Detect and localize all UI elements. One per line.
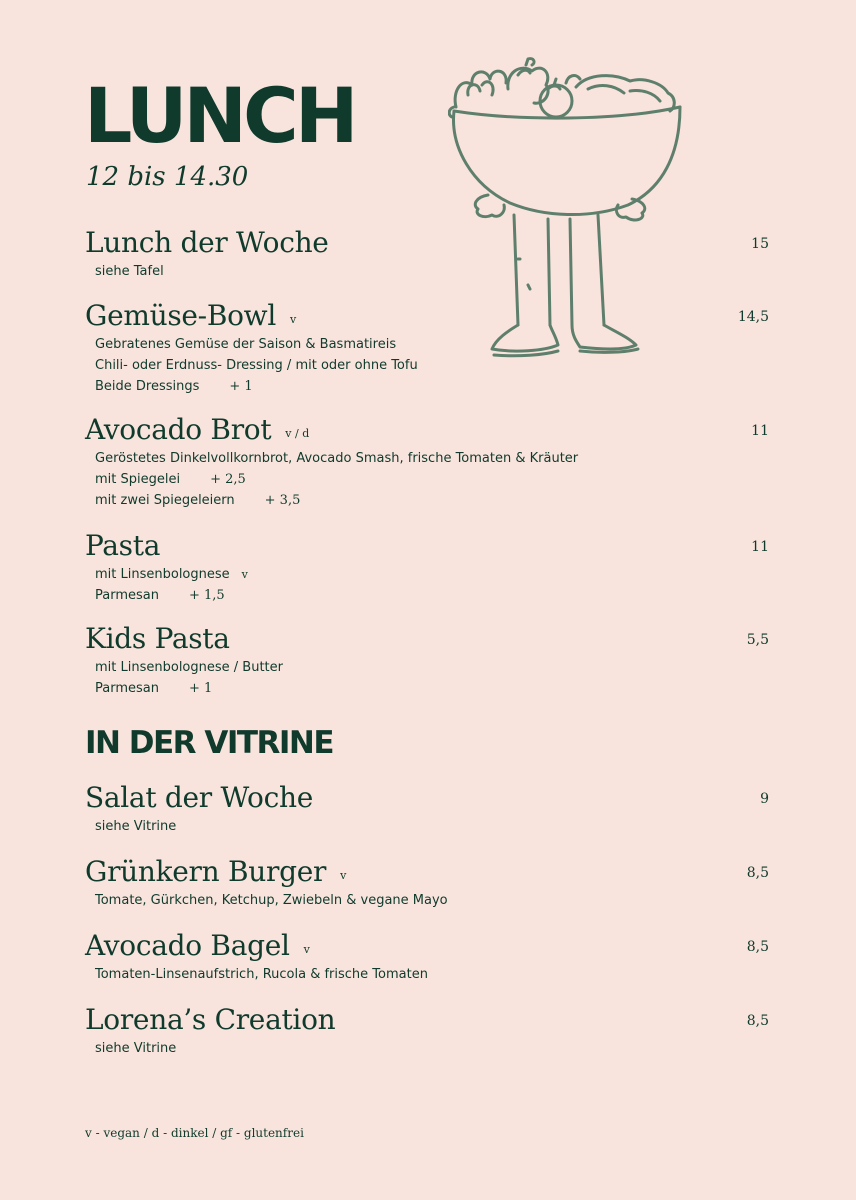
menu-item-diet-tag: v	[303, 943, 310, 956]
menu-item-description-text: Parmesan	[95, 588, 159, 603]
menu-item-name: Kids Pasta	[85, 622, 230, 655]
menu-item-details	[85, 334, 775, 397]
menu-item-diet-tag: v	[289, 313, 297, 326]
menu-item-description	[95, 678, 775, 699]
menu-item-description	[95, 355, 775, 376]
menu-item-details	[85, 657, 775, 699]
vitrine-section-title: IN DER VITRINE	[85, 725, 334, 761]
lunch-hours: 12 bis 14.30	[86, 162, 249, 192]
menu-item-header	[85, 622, 775, 656]
menu-item-description-text: mit Spiegelei	[95, 472, 181, 487]
menu-item-description	[95, 816, 775, 837]
menu-item-description-text: mit Linsenbolognese / Butter	[95, 660, 283, 675]
menu-item	[85, 781, 775, 837]
menu-item-description	[95, 490, 775, 511]
menu-item-description	[95, 890, 775, 911]
menu-item	[85, 529, 775, 606]
menu-item-name: Pasta	[85, 529, 161, 562]
menu-item-details	[85, 816, 775, 837]
menu-item-name: Avocado Bagel	[85, 929, 290, 962]
menu-item-name: Avocado Brot	[85, 413, 272, 446]
menu-item	[85, 226, 775, 282]
menu-item-header	[85, 855, 775, 889]
menu-item-price: 9	[760, 791, 769, 807]
menu-item-description	[95, 1038, 775, 1059]
menu-item-price: 5,5	[746, 632, 769, 648]
menu-item-header	[85, 781, 775, 815]
menu-item-name: Lorena’s Creation	[85, 1003, 336, 1036]
menu-item-price: 11	[751, 539, 769, 555]
menu-item-details	[85, 964, 775, 985]
menu-item-description-text: siehe Vitrine	[95, 1041, 177, 1056]
menu-item	[85, 299, 775, 397]
menu-item-header	[85, 299, 775, 333]
menu-item-description	[95, 964, 775, 985]
menu-item-description	[95, 261, 775, 282]
menu-item-details	[85, 564, 775, 606]
menu-item-price: 8,5	[746, 865, 769, 881]
menu-item-extra-price: + 1	[229, 379, 253, 394]
menu-item-price: 8,5	[746, 939, 769, 955]
menu-item-extra-price: + 1,5	[188, 588, 225, 603]
menu-item-description-text: mit Linsenbolognese	[95, 567, 230, 582]
menu-item	[85, 855, 775, 911]
menu-item-description	[95, 469, 775, 490]
menu-item-description-text: Tomaten-Linsenaufstrich, Rucola & frische Tomaten	[95, 967, 428, 982]
menu-item-name: Salat der Woche	[85, 781, 313, 814]
menu-item-diet-tag: v	[241, 568, 248, 581]
menu-item-description-text: Tomate, Gürkchen, Ketchup, Zwiebeln & vegane Mayo	[95, 893, 448, 908]
menu-item-description-text: siehe Vitrine	[95, 819, 177, 834]
menu-item	[85, 622, 775, 699]
menu-item-header	[85, 929, 775, 963]
menu-item-description	[95, 657, 775, 678]
menu-item-header	[85, 1003, 775, 1037]
menu-item-description-text: Gebratenes Gemüse der Saison & Basmatireis	[95, 337, 397, 352]
menu-item-header	[85, 529, 775, 563]
menu-item-description-text: Chili- oder Erdnuss- Dressing / mit oder ohne Tofu	[95, 358, 418, 373]
page-title: LUNCH	[84, 71, 355, 160]
menu-item-details	[85, 261, 775, 282]
menu-item-description-text: Geröstetes Dinkelvollkornbrot, Avocado Smash, frische Tomaten & Kräuter	[95, 451, 579, 466]
menu-item-details	[85, 890, 775, 911]
menu-item-description	[95, 376, 775, 397]
menu-item-price: 15	[751, 236, 769, 252]
menu-item-diet-tag: v / d	[285, 427, 310, 440]
menu-item-header	[85, 226, 775, 260]
menu-item-description	[95, 585, 775, 606]
menu-item-description-text: mit zwei Spiegeleiern	[95, 493, 235, 508]
menu-item-extra-price: + 2,5	[210, 472, 246, 487]
menu-item-description-text: Parmesan	[95, 681, 159, 696]
menu-item	[85, 413, 775, 511]
menu-item-description	[95, 448, 775, 469]
diet-legend: v - vegan / d - dinkel / gf - glutenfrei	[85, 1126, 304, 1140]
menu-item-name: Gemüse-Bowl	[85, 299, 276, 332]
menu-item	[85, 929, 775, 985]
menu-item-price: 8,5	[746, 1013, 769, 1029]
menu-item-description	[95, 334, 775, 355]
menu-item-name: Grünkern Burger	[85, 855, 327, 888]
menu-item-header	[85, 413, 775, 447]
menu-item-details	[85, 1038, 775, 1059]
menu-item-description-text: siehe Tafel	[95, 264, 164, 279]
menu-item-extra-price: + 3,5	[264, 493, 301, 508]
menu-item-description-text: Beide Dressings	[95, 379, 200, 394]
menu-item-price: 14,5	[737, 309, 769, 325]
menu-item-details	[85, 448, 775, 511]
menu-item-description	[95, 564, 775, 585]
menu-item	[85, 1003, 775, 1059]
menu-item-diet-tag: v	[340, 869, 347, 882]
menu-item-extra-price: + 1	[188, 681, 213, 696]
menu-item-name: Lunch der Woche	[85, 226, 329, 259]
menu-item-price: 11	[751, 423, 769, 439]
